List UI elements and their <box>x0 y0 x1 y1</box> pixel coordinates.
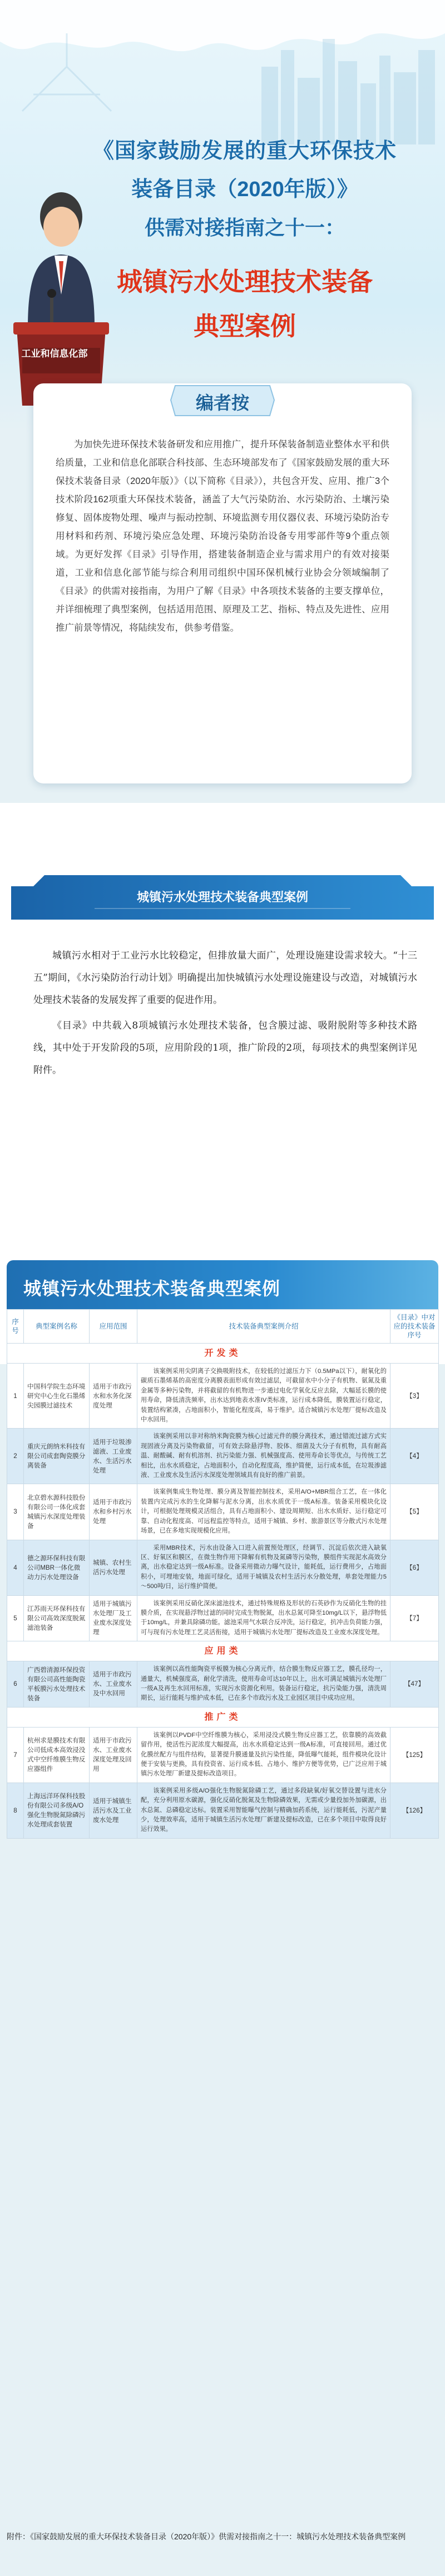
case-table-title: 城镇污水处理技术装备典型案例 <box>23 1279 281 1299</box>
hero-subtitle-line2: 典型案例 <box>194 312 296 341</box>
row-name: 重庆元朗纳米科技有限公司成套陶瓷膜分离装备 <box>24 1429 90 1484</box>
hero-title-line3: 供需对接指南之十一： <box>144 216 345 239</box>
editor-note-card <box>33 383 412 783</box>
hero-title-line1: 《国家鼓励发展的重大环保技术 <box>92 139 397 163</box>
hero-title-line2: 装备目录（2020年版）》 <box>131 178 358 201</box>
attachment-note: 附件：《国家鼓励发展的重大环保技术装备目录（2020年版）》供需对接指南之十一：城镇污水处理技术装备典型案例 <box>7 2532 406 2541</box>
row-name: 德之源环保科技有限公司MBR一体化微动力污水处理设备 <box>24 1540 90 1595</box>
row-desc: 该案例以高性能陶瓷平板膜为核心分离元件，结合膜生物反应器工艺，膜孔径均一，通量大，机械强度高，耐化学清洗，使用寿命可达10年以上，出水可满足城镇污水处理厂一级A及再生水回用标准，实现污水资源化利用。装备运行稳定，抗污染能力强，清洗周期长，运行能耗与维护成本低，已在多个市政污水及工业园区项目中成功应用。 <box>137 1661 390 1708</box>
podium-label: 工业和信息化部 <box>21 348 88 359</box>
intro-paragraph-2: 《目录》中共载入8项城镇污水处理技术装备，包含膜过滤、吸附脱附等多种技术路线，其中处于开发阶段的5项，应用阶段的1项，推广阶段的2项，每项技术的典型案例详见附件。 <box>33 1020 417 1076</box>
col-header-scope: 应用范围 <box>90 1310 137 1344</box>
table-row <box>7 1429 439 1484</box>
col-header-no: 序号 <box>7 1310 24 1344</box>
hero-subtitle-line1: 城镇污水处理技术装备 <box>117 267 373 296</box>
row-no: 1 <box>7 1364 24 1429</box>
row-ref: 【5】 <box>390 1484 439 1540</box>
row-no: 4 <box>7 1540 24 1595</box>
row-no: 5 <box>7 1595 24 1641</box>
editor-note-title: 编者按 <box>195 393 249 413</box>
stage-row-dev <box>7 1344 439 1364</box>
row-no: 2 <box>7 1429 24 1484</box>
col-header-desc: 技术装备典型案例介绍 <box>137 1310 390 1344</box>
editor-note-text: 为加快先进环保技术装备研发和应用推广，提升环保装备制造业整体水平和供给质量，工业和信息化部联合科技部、生态环境部发布了《国家鼓励发展的重大环保技术装备目录（2020年版）》（以下简称《目录》），共包含开发、应用、推广3个技术阶段162项重大环保技术装备，涵盖了大气污染防治、水污染防治、土壤污染修复、固体废物处理、噪声与振动控制、环境监测专用仪器仪表、环境污染防治专用材料和药剂、环境污染应急处理、环境污染防治设备专用零部件等9个重点领域。为更好发挥《目录》引导作用，搭建装备制造企业与需求用户的有效对接渠道，工业和信息化部节能与综合利用司组织中国环保机械行业协会分领域编制了《目录》的供需对接指南，为用户了解《目录》中各项技术装备的主要支撑单位，并详细梳理了典型案例，包括适用范围、原理及工艺、指标、特点及先进性、应用推广前景等情况，将陆续发布，供参考借鉴。 <box>56 440 389 633</box>
case-table-card <box>7 1260 438 1839</box>
row-name: 杭州求是膜技术有限公司低成本高效浸没式中空纤维膜生物反应器组件 <box>24 1727 90 1783</box>
row-scope: 适用于垃圾渗滤液、工业废水、生活污水处理 <box>90 1429 137 1484</box>
section-banner-title: 城镇污水处理技术装备典型案例 <box>136 890 308 904</box>
row-ref: 【6】 <box>390 1540 439 1595</box>
row-scope: 适用于市政污水和水务化深度处理 <box>90 1364 137 1429</box>
row-no: 6 <box>7 1661 24 1708</box>
row-name: 北京碧水源科技股份有限公司一体化成套城镇污水深度处理装备 <box>24 1484 90 1540</box>
row-desc: 该案例采用尖阴离子交换吸附技术，在较低的过滤压力下（0.5MPa以下），耐氧化的碳质石墨烯基的高密度分离膜表面形成有效过滤层，可截留水中小分子有机物、氨氮及重金属等多种污染物，并将截留的有机物进一步通过电化学氧化反应去除，大幅延长膜的使用寿命，降低清洗频率，出水达到地表水准IV类标准，运行成本降低，膜装置运行稳定，装置结构紧凑，占地面积小，智能化程度高，易于维护。适合城镇污水处理厂提标改造及中水回用。 <box>137 1364 390 1429</box>
row-ref: 【47】 <box>390 1661 439 1708</box>
stage-label: 应用类 <box>7 1641 439 1661</box>
table-row <box>7 1783 439 1838</box>
case-table-header <box>7 1260 438 1309</box>
col-header-ref: 《目录》中对应的技术装备序号 <box>390 1310 439 1344</box>
speaker-at-podium-illustration <box>6 183 111 417</box>
table-row <box>7 1661 439 1708</box>
row-desc: 该案例采用多级A/O强化生物脱氮除磷工艺，通过多段缺氧/好氧交替设置与进水分配，充分利用原水碳源，强化反硝化脱氮及生物除磷效果，无需或少量投加外加碳源，出水总氮、总磷稳定达标。装置采用智能曝气控制与精确加药系统，运行能耗低，污泥产量少，处理效率高，适用于城镇生活污水处理厂新建及提标改造，已在多个项目中取得良好运行效果。 <box>137 1783 390 1838</box>
row-no: 7 <box>7 1727 24 1783</box>
row-desc: 该案例采用反硝化深床滤池技术，通过特殊规格及形状的石英砂作为反硝化生物的挂膜介质，在实现悬浮物过滤的同时完成生物脱氮，出水总氮可降至10mg/L以下，悬浮物低于10mg/L，并兼具除磷功能。滤池采用气水联合反冲洗，运行稳定，抗冲击负荷能力强，可与现有污水处理工艺灵活衔接，适用于城镇污水处理厂提标改造及工业废水深度处理。 <box>137 1595 390 1641</box>
row-desc: 该案例集成生物处理、膜分离及智能控制技术，采用A/O+MBR组合工艺，在一体化装置内完成污水的生化降解与泥水分离，出水水质优于一级A标准。装备采用模块化设计，可根据处理规模灵活组合，具有占地面积小、建设周期短、出水水质好、运行稳定可靠、自动化程度高、可远程监控等特点，适用于城镇、乡村、旅游景区等分散式污水处理场景，已在多地实现规模化应用。 <box>137 1484 390 1540</box>
row-ref: 【125】 <box>390 1727 439 1783</box>
row-desc: 该案例采用以非对称纳米陶瓷膜为核心过滤元件的膜分离技术，通过错流过滤方式实现固液分离及污染物截留，可有效去除悬浮物、胶体、细菌及大分子有机物，具有耐高温、耐酸碱、耐有机溶剂、抗污染能力强、机械强度高、使用寿命长等优点，与传统工艺相比，出水水质稳定，占地面积小，自动化程度高，维护简便，运行成本低，在垃圾渗滤液、工业废水及生活污水深度处理领域具有良好的推广前景。 <box>137 1429 390 1484</box>
stage-label: 推广类 <box>7 1707 439 1727</box>
table-row <box>7 1364 439 1429</box>
row-ref: 【126】 <box>390 1783 439 1838</box>
row-desc: 该案例以PVDF中空纤维膜为核心，采用浸没式膜生物反应器工艺，依靠膜的高效截留作用，使活性污泥浓度大幅提高，出水水质稳定达到一级A标准，可直接回用。通过优化膜丝配方与组件结构，显著提升膜通量及抗污染性能，降低曝气能耗，组件模块化设计便于安装与更换，具有投资省、运行成本低、占地小、维护方便等优势，已广泛应用于城镇污水处理厂新建及提标改造项目。 <box>137 1727 390 1783</box>
row-desc: 采用MBR技术，污水由设备入口进入前置预处理区，经调节、沉淀后依次进入缺氧区、好氧区和膜区，在微生物作用下降解有机物及氮磷等污染物，膜组件实现泥水高效分离，出水稳定达到一级A标准。设备采用微动力曝气设计，能耗低，运行费用少，占地面积小，可埋地安装，地面可绿化，适用于城镇及农村生活污水分散处理，单套处理能力5～500吨/日，运行维护简便。 <box>137 1540 390 1595</box>
row-scope: 适用于市政污水、工业废水深度处理及回用 <box>90 1727 137 1783</box>
row-scope: 适用于市政污水和乡村污水处理 <box>90 1484 137 1540</box>
hero-header <box>0 0 445 433</box>
row-name: 上海远洋环保科技股份有限公司多级A/O强化生物脱氮除磷污水处理成套装置 <box>24 1783 90 1838</box>
table-row <box>7 1540 439 1595</box>
stage-label: 开发类 <box>7 1344 439 1364</box>
section-banner <box>11 875 434 920</box>
row-name: 江苏雨天环保科技有限公司高效深度脱氮滤池装备 <box>24 1595 90 1641</box>
row-name: 中国科学院生态环境研究中心生化石墨烯尖园膜过滤技术 <box>24 1364 90 1429</box>
stage-row-pro <box>7 1707 439 1727</box>
row-scope: 适用于城镇污水处理厂及工业废水深度处理 <box>90 1595 137 1641</box>
table-row <box>7 1595 439 1641</box>
case-table <box>7 1309 439 1839</box>
row-scope: 适用于市政污水、工业废水及中水回用 <box>90 1661 137 1708</box>
row-scope: 适用于城镇生活污水及工业废水处理 <box>90 1783 137 1838</box>
row-no: 8 <box>7 1783 24 1838</box>
table-header-row <box>7 1310 439 1344</box>
city-skyline-decoration <box>0 0 445 144</box>
section-intro <box>33 945 417 1085</box>
row-ref: 【4】 <box>390 1429 439 1484</box>
stage-row-app <box>7 1641 439 1661</box>
col-header-name: 典型案例名称 <box>24 1310 90 1344</box>
editor-note-badge <box>170 378 275 421</box>
table-row <box>7 1484 439 1540</box>
row-ref: 【7】 <box>390 1595 439 1641</box>
row-ref: 【3】 <box>390 1364 439 1429</box>
table-row <box>7 1727 439 1783</box>
intro-paragraph-1: 城镇污水相对于工业污水比较稳定，但排放量大面广，处理设施建设需求较大。“十三五”期间，《水污染防治行动计划》明确提出加快城镇污水处理设施建设与改造，对城镇污水处理技术装备的发展发挥了重要的促进作用。 <box>33 950 417 1006</box>
row-scope: 城镇、农村生活污水处理 <box>90 1540 137 1595</box>
row-name: 广西碧清源环保投资有限公司高性能陶瓷平板膜污水处理技术装备 <box>24 1661 90 1708</box>
row-no: 3 <box>7 1484 24 1540</box>
